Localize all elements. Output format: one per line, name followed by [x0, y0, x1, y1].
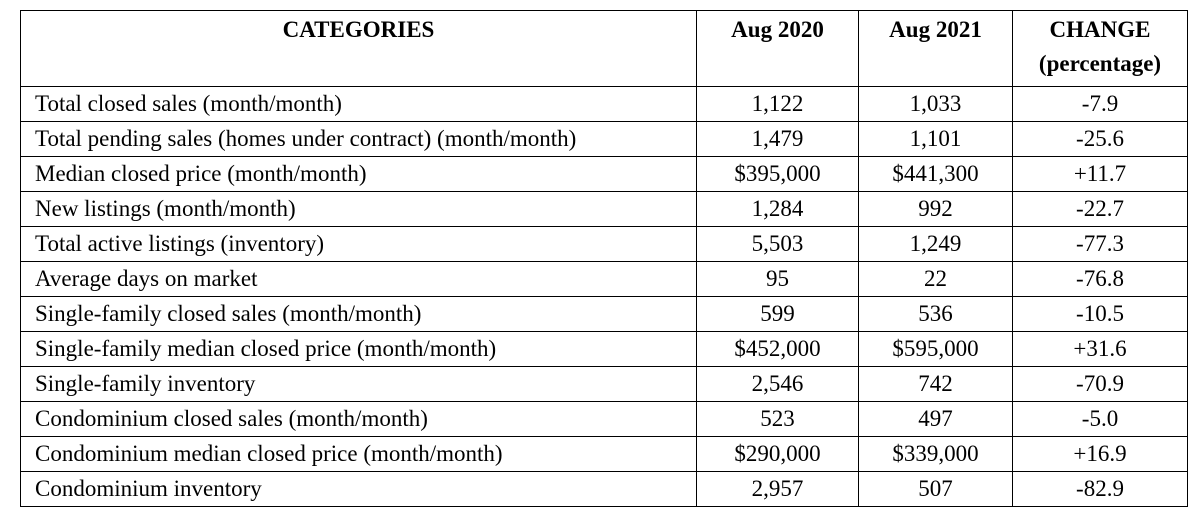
table-row: [21, 472, 1188, 507]
cell-category: Average days on market: [21, 262, 697, 297]
cell-aug-2020: 95: [697, 262, 859, 297]
cell-change: -7.9: [1013, 87, 1188, 122]
cell-change: -10.5: [1013, 297, 1188, 332]
cell-aug-2021: 22: [859, 262, 1013, 297]
cell-category: Condominium inventory: [21, 472, 697, 507]
table-row: [21, 367, 1188, 402]
cell-aug-2020: $452,000: [697, 332, 859, 367]
cell-change: -5.0: [1013, 402, 1188, 437]
cell-change: +16.9: [1013, 437, 1188, 472]
cell-change: -82.9: [1013, 472, 1188, 507]
cell-category: Total pending sales (homes under contract) (month/month): [21, 122, 697, 157]
table-row: [21, 262, 1188, 297]
cell-aug-2021: 536: [859, 297, 1013, 332]
cell-category: Total active listings (inventory): [21, 227, 697, 262]
header-change: [1013, 11, 1188, 87]
cell-change: +31.6: [1013, 332, 1188, 367]
table-header: [21, 11, 1188, 87]
cell-aug-2020: 599: [697, 297, 859, 332]
table-row: [21, 157, 1188, 192]
cell-aug-2021: 742: [859, 367, 1013, 402]
cell-aug-2020: 1,479: [697, 122, 859, 157]
cell-change: -76.8: [1013, 262, 1188, 297]
cell-aug-2021: $595,000: [859, 332, 1013, 367]
cell-category: Single-family median closed price (month/month): [21, 332, 697, 367]
cell-change: -70.9: [1013, 367, 1188, 402]
cell-aug-2020: $290,000: [697, 437, 859, 472]
cell-aug-2021: 507: [859, 472, 1013, 507]
table-row: [21, 402, 1188, 437]
table-row: [21, 192, 1188, 227]
cell-aug-2020: 5,503: [697, 227, 859, 262]
cell-aug-2021: 992: [859, 192, 1013, 227]
cell-aug-2021: $441,300: [859, 157, 1013, 192]
header-change-title: CHANGE: [1049, 17, 1151, 42]
cell-category: Median closed price (month/month): [21, 157, 697, 192]
cell-category: Total closed sales (month/month): [21, 87, 697, 122]
table-row: [21, 297, 1188, 332]
cell-aug-2020: 2,957: [697, 472, 859, 507]
cell-change: -22.7: [1013, 192, 1188, 227]
header-aug-2020: Aug 2020: [697, 11, 859, 87]
table-row: [21, 122, 1188, 157]
cell-category: Condominium closed sales (month/month): [21, 402, 697, 437]
table-row: [21, 332, 1188, 367]
table-row: [21, 227, 1188, 262]
market-statistics-table: [20, 10, 1188, 507]
cell-aug-2021: 1,033: [859, 87, 1013, 122]
cell-aug-2021: $339,000: [859, 437, 1013, 472]
cell-aug-2021: 1,249: [859, 227, 1013, 262]
header-row: [21, 11, 1188, 87]
table-row: [21, 437, 1188, 472]
cell-aug-2020: 1,122: [697, 87, 859, 122]
header-categories: CATEGORIES: [21, 11, 697, 87]
cell-change: -77.3: [1013, 227, 1188, 262]
cell-change: +11.7: [1013, 157, 1188, 192]
cell-category: New listings (month/month): [21, 192, 697, 227]
cell-aug-2020: $395,000: [697, 157, 859, 192]
cell-change: -25.6: [1013, 122, 1188, 157]
table-body: [21, 87, 1188, 507]
table-row: [21, 87, 1188, 122]
cell-category: Single-family closed sales (month/month): [21, 297, 697, 332]
cell-category: Single-family inventory: [21, 367, 697, 402]
cell-aug-2021: 497: [859, 402, 1013, 437]
cell-aug-2020: 1,284: [697, 192, 859, 227]
cell-aug-2020: 523: [697, 402, 859, 437]
header-aug-2021: Aug 2021: [859, 11, 1013, 87]
cell-category: Condominium median closed price (month/month): [21, 437, 697, 472]
header-change-unit: (percentage): [1038, 51, 1162, 76]
cell-aug-2020: 2,546: [697, 367, 859, 402]
cell-aug-2021: 1,101: [859, 122, 1013, 157]
